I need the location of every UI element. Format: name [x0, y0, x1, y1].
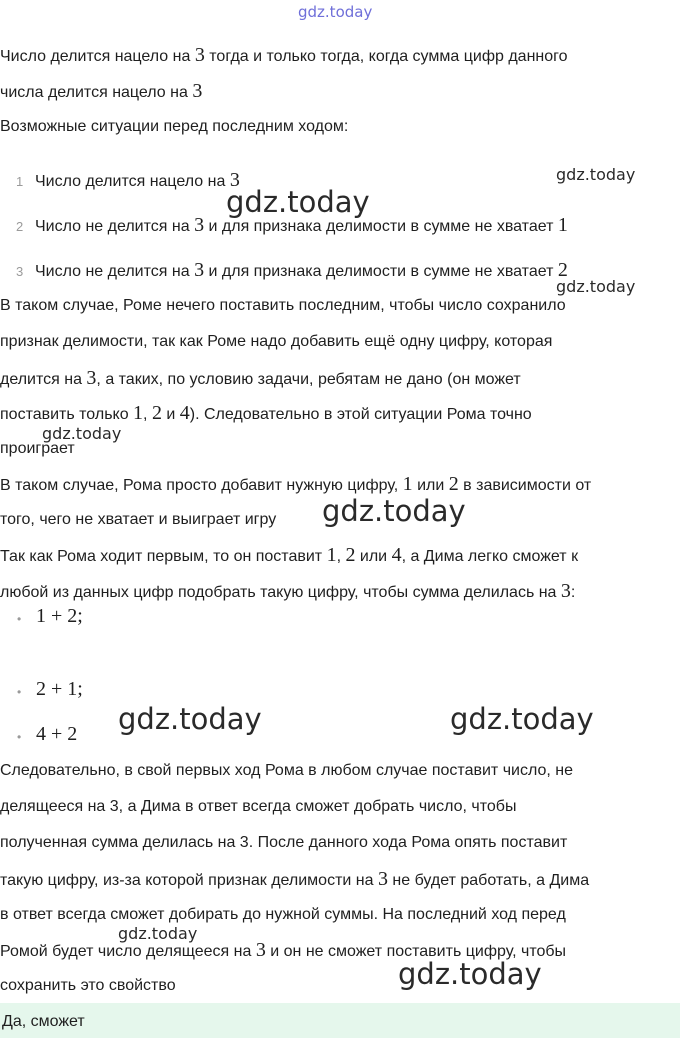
case2-line-1: В таком случае, Рома просто добавит нужную цифру, 1 или 2 в зависимости от [0, 473, 592, 495]
bullet-icon: • [17, 612, 22, 626]
watermark-top: gdz.today [298, 3, 373, 21]
conclusion-line-6: Ромой будет число делящееся на 3 и он не сможет поставить цифру, чтобы [0, 939, 567, 961]
answer-box [0, 1003, 680, 1038]
watermark: gdz.today [398, 957, 542, 991]
situation-3: Число не делится на 3 и для признака делимости в сумме не хватает 2 [35, 259, 568, 281]
watermark: gdz.today [556, 165, 636, 184]
pair-item: 4 + 2 [36, 723, 78, 745]
watermark: gdz.today [118, 702, 262, 736]
pair-item: 2 + 1; [36, 678, 83, 700]
case1-line-2: признак делимости, так как Роме надо добавить ещё одну цифру, которая [0, 333, 553, 350]
watermark: gdz.today [226, 185, 370, 219]
situation-1: Число делится нацело на 3 [35, 169, 240, 191]
list-number: 3 [16, 264, 24, 279]
list-number: 2 [16, 219, 24, 234]
watermark: gdz.today [556, 277, 636, 296]
case1-line-3: делится на 3, а таких, по условию задачи, ребятам не дано (он может [0, 367, 521, 389]
case1-line-1: В таком случае, Роме нечего поставить последним, чтобы число сохранило [0, 297, 566, 314]
intro-line-3: Возможные ситуации перед последним ходом: [0, 118, 349, 135]
case2-line-2: того, чего не хватает и выиграет игру [0, 511, 277, 528]
bullet-icon: • [17, 685, 22, 699]
intro-line-2: числа делится нацело на 3 [0, 80, 203, 102]
conclusion-line-2: делящееся на 3, а Дима в ответ всегда сможет добрать число, чтобы [0, 798, 517, 815]
conclusion-line-1: Следовательно, в свой первых ход Рома в любом случае поставит число, не [0, 762, 573, 779]
conclusion-line-7: сохранить это свойство [0, 977, 176, 994]
first-move-line-2: любой из данных цифр подобрать такую цифру, чтобы сумма делилась на 3: [0, 580, 576, 602]
first-move-line-1: Так как Рома ходит первым, то он поставит 1, 2 или 4, а Дима легко сможет к [0, 544, 579, 566]
pair-item: 1 + 2; [36, 605, 83, 627]
answer-text: Да, сможет [2, 1013, 85, 1030]
intro-line-1: Число делится нацело на 3 тогда и только тогда, когда сумма цифр данного [0, 44, 568, 66]
situation-2: Число не делится на 3 и для признака делимости в сумме не хватает 1 [35, 214, 568, 236]
watermark: gdz.today [42, 424, 122, 443]
list-number: 1 [16, 174, 24, 189]
case1-line-5: проиграет [0, 440, 75, 457]
watermark: gdz.today [450, 702, 594, 736]
watermark: gdz.today [322, 494, 466, 528]
watermark: gdz.today [118, 924, 198, 943]
conclusion-line-4: такую цифру, из-за которой признак делимости на 3 не будет работать, а Дима [0, 868, 590, 890]
conclusion-line-3: полученная сумма делилась на 3. После данного хода Рома опять поставит [0, 834, 568, 851]
bullet-icon: • [17, 730, 22, 744]
case1-line-4: поставить только 1, 2 и 4). Следовательно в этой ситуации Рома точно [0, 402, 532, 424]
conclusion-line-5: в ответ всегда сможет добирать до нужной суммы. На последний ход перед [0, 906, 566, 923]
